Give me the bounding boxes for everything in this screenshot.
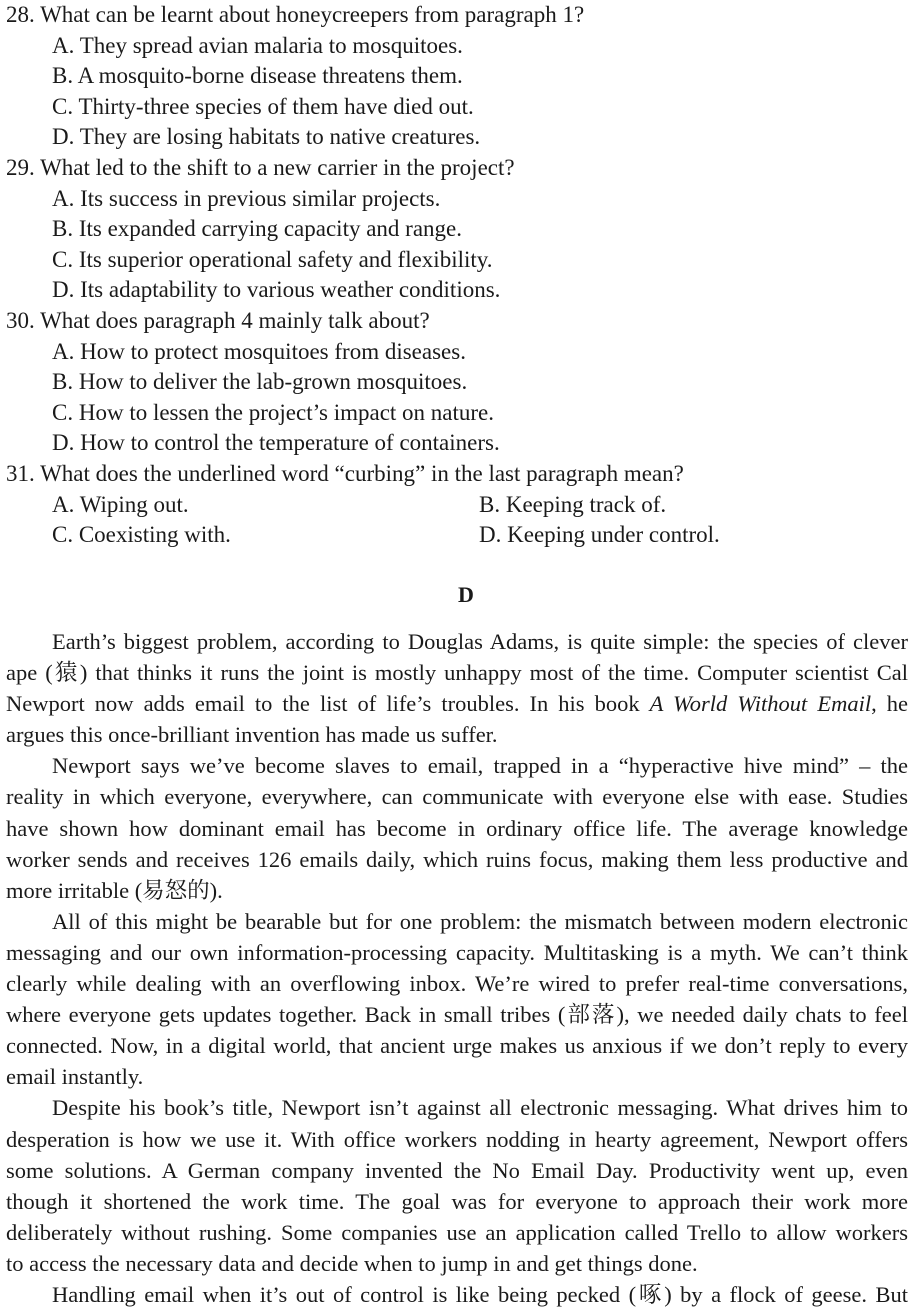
passage-line: Newport says we’ve become slaves to email, trapped in a “hyperactive hive mind” – the: [52, 753, 908, 779]
option-label: C.: [52, 246, 74, 272]
option-text: How to control the temperature of containers.: [80, 430, 500, 456]
option-row: [6, 490, 906, 521]
question-number: 29.: [6, 154, 35, 180]
option-text: Its superior operational safety and flexibility.: [78, 246, 493, 272]
option-label: B.: [479, 491, 501, 517]
option-label: D.: [52, 430, 75, 456]
question-28: [6, 0, 906, 153]
option-label: A.: [52, 185, 75, 211]
option-text: Its success in previous similar projects.: [80, 185, 441, 211]
question-stem: What led to the shift to a new carrier in the project?: [40, 154, 515, 180]
option-d: [6, 275, 906, 306]
option-b: [6, 61, 906, 92]
passage-line: have shown how dominant email has become in ordinary office life. The average knowledge: [6, 815, 908, 841]
option-d: [6, 122, 906, 153]
option-label: C.: [52, 399, 74, 425]
question-30: [6, 306, 906, 459]
option-text: How to lessen the project’s impact on nature.: [78, 399, 495, 425]
option-c: [6, 398, 906, 429]
option-label: B.: [52, 63, 74, 89]
passage-line: Despite his book’s title, Newport isn’t against all electronic messaging. What drives him to: [52, 1095, 908, 1121]
passage-line: messaging and our own information-processing capacity. Multitasking is a myth. We can’t think: [6, 939, 908, 965]
section-heading: D: [458, 582, 474, 607]
option-a: [6, 31, 906, 62]
passage-line: [6, 688, 908, 719]
passage-paragraph-5: [6, 1279, 908, 1310]
passage-paragraph-2: [6, 750, 908, 905]
option-label: C.: [52, 522, 74, 548]
question-stem-line: [6, 153, 906, 184]
option-c: [52, 520, 479, 551]
question-stem: What does paragraph 4 mainly talk about?: [40, 307, 430, 333]
option-label: D.: [52, 124, 75, 150]
passage-line: connected. Now, in a digital world, that ancient urge makes us anxious if we don’t reply to every: [6, 1033, 908, 1059]
passage-line: worker sends and receives 126 emails daily, which ruins focus, making them less productive and: [6, 846, 908, 872]
passage-paragraph-4: [6, 1092, 908, 1279]
option-label: A.: [52, 32, 75, 58]
question-stem-line: [6, 0, 906, 31]
question-stem: What can be learnt about honeycreepers from paragraph 1?: [40, 2, 585, 27]
question-number: 30.: [6, 307, 35, 333]
question-number: 28.: [6, 2, 35, 27]
option-label: B.: [52, 216, 74, 242]
passage-line: to access the necessary data and decide when to jump in and get things done.: [6, 1250, 698, 1276]
option-a: [52, 490, 479, 521]
option-b: [6, 214, 906, 245]
option-text: Thirty-three species of them have died out.: [78, 93, 474, 119]
option-text: Keeping under control.: [507, 522, 720, 548]
option-label: A.: [52, 338, 75, 364]
passage-paragraph-3: [6, 906, 908, 1093]
passage-line: deliberately without rushing. Some companies use an application called Trello to allow workers: [6, 1219, 908, 1245]
passage: [6, 626, 908, 1310]
book-title: A World Without Email: [649, 691, 872, 717]
passage-line: ape (猿) that thinks it runs the joint is mostly unhappy most of the time. Computer scientist Cal: [6, 660, 908, 686]
option-text: Its expanded carrying capacity and range.: [78, 216, 462, 242]
passage-line: where everyone gets updates together. Back in small tribes (部落), we needed daily chats to feel: [6, 1002, 908, 1028]
option-text: A mosquito-borne disease threatens them.: [77, 63, 463, 89]
option-a: [6, 184, 906, 215]
passage-line: Handling email when it’s out of control is like being pecked (啄) by a flock of geese. But: [52, 1281, 908, 1307]
question-number: 31.: [6, 460, 35, 486]
passage-line: argues this once-brilliant invention has made us suffer.: [6, 722, 498, 748]
question-stem: What does the underlined word “curbing” in the last paragraph mean?: [40, 460, 684, 486]
passage-line: clearly while dealing with an overflowing inbox. We’re wired to prefer real-time conversations,: [6, 971, 908, 997]
passage-line: though it shortened the work time. The goal was for everyone to approach their work more: [6, 1188, 908, 1214]
option-text: They spread avian malaria to mosquitoes.: [79, 32, 463, 58]
question-stem-line: [6, 459, 906, 490]
option-text: Coexisting with.: [78, 522, 231, 548]
option-label: D.: [52, 277, 75, 303]
question-list: [6, 0, 906, 551]
passage-paragraph-1: [6, 626, 908, 750]
passage-line: more irritable (易怒的).: [6, 877, 223, 903]
question-stem-line: [6, 306, 906, 337]
passage-line: desperation is how we use it. With office workers nodding in hearty agreement, Newport offers: [6, 1126, 908, 1152]
option-label: A.: [52, 491, 75, 517]
option-label: C.: [52, 93, 74, 119]
option-b: [479, 490, 906, 521]
option-text: How to deliver the lab-grown mosquitoes.: [78, 369, 468, 395]
line-text: , he: [871, 691, 908, 717]
line-text: Newport now adds email to the list of life’s troubles. In his book: [6, 691, 650, 717]
passage-line: email instantly.: [6, 1064, 144, 1090]
passage-line: reality in which everyone, everywhere, can communicate with everyone else with ease. Studies: [6, 784, 908, 810]
option-label: B.: [52, 369, 74, 395]
question-31: [6, 459, 906, 551]
option-text: Keeping track of.: [505, 491, 667, 517]
option-d: [6, 428, 906, 459]
option-text: How to protect mosquitoes from diseases.: [80, 338, 466, 364]
passage-line: All of this might be bearable but for one problem: the mismatch between modern electronic: [52, 908, 908, 934]
option-text: Wiping out.: [79, 491, 189, 517]
option-b: [6, 367, 906, 398]
passage-line: Earth’s biggest problem, according to Douglas Adams, is quite simple: the species of clever: [52, 629, 908, 654]
option-row: [6, 520, 906, 551]
option-a: [6, 337, 906, 368]
option-c: [6, 245, 906, 276]
passage-line: some solutions. A German company invented the No Email Day. Productivity went up, even: [6, 1157, 908, 1183]
option-label: D.: [479, 522, 502, 548]
option-text: They are losing habitats to native creatures.: [79, 124, 481, 150]
option-text: Its adaptability to various weather conditions.: [80, 277, 501, 303]
option-c: [6, 92, 906, 123]
option-d: [479, 520, 906, 551]
question-29: [6, 153, 906, 306]
